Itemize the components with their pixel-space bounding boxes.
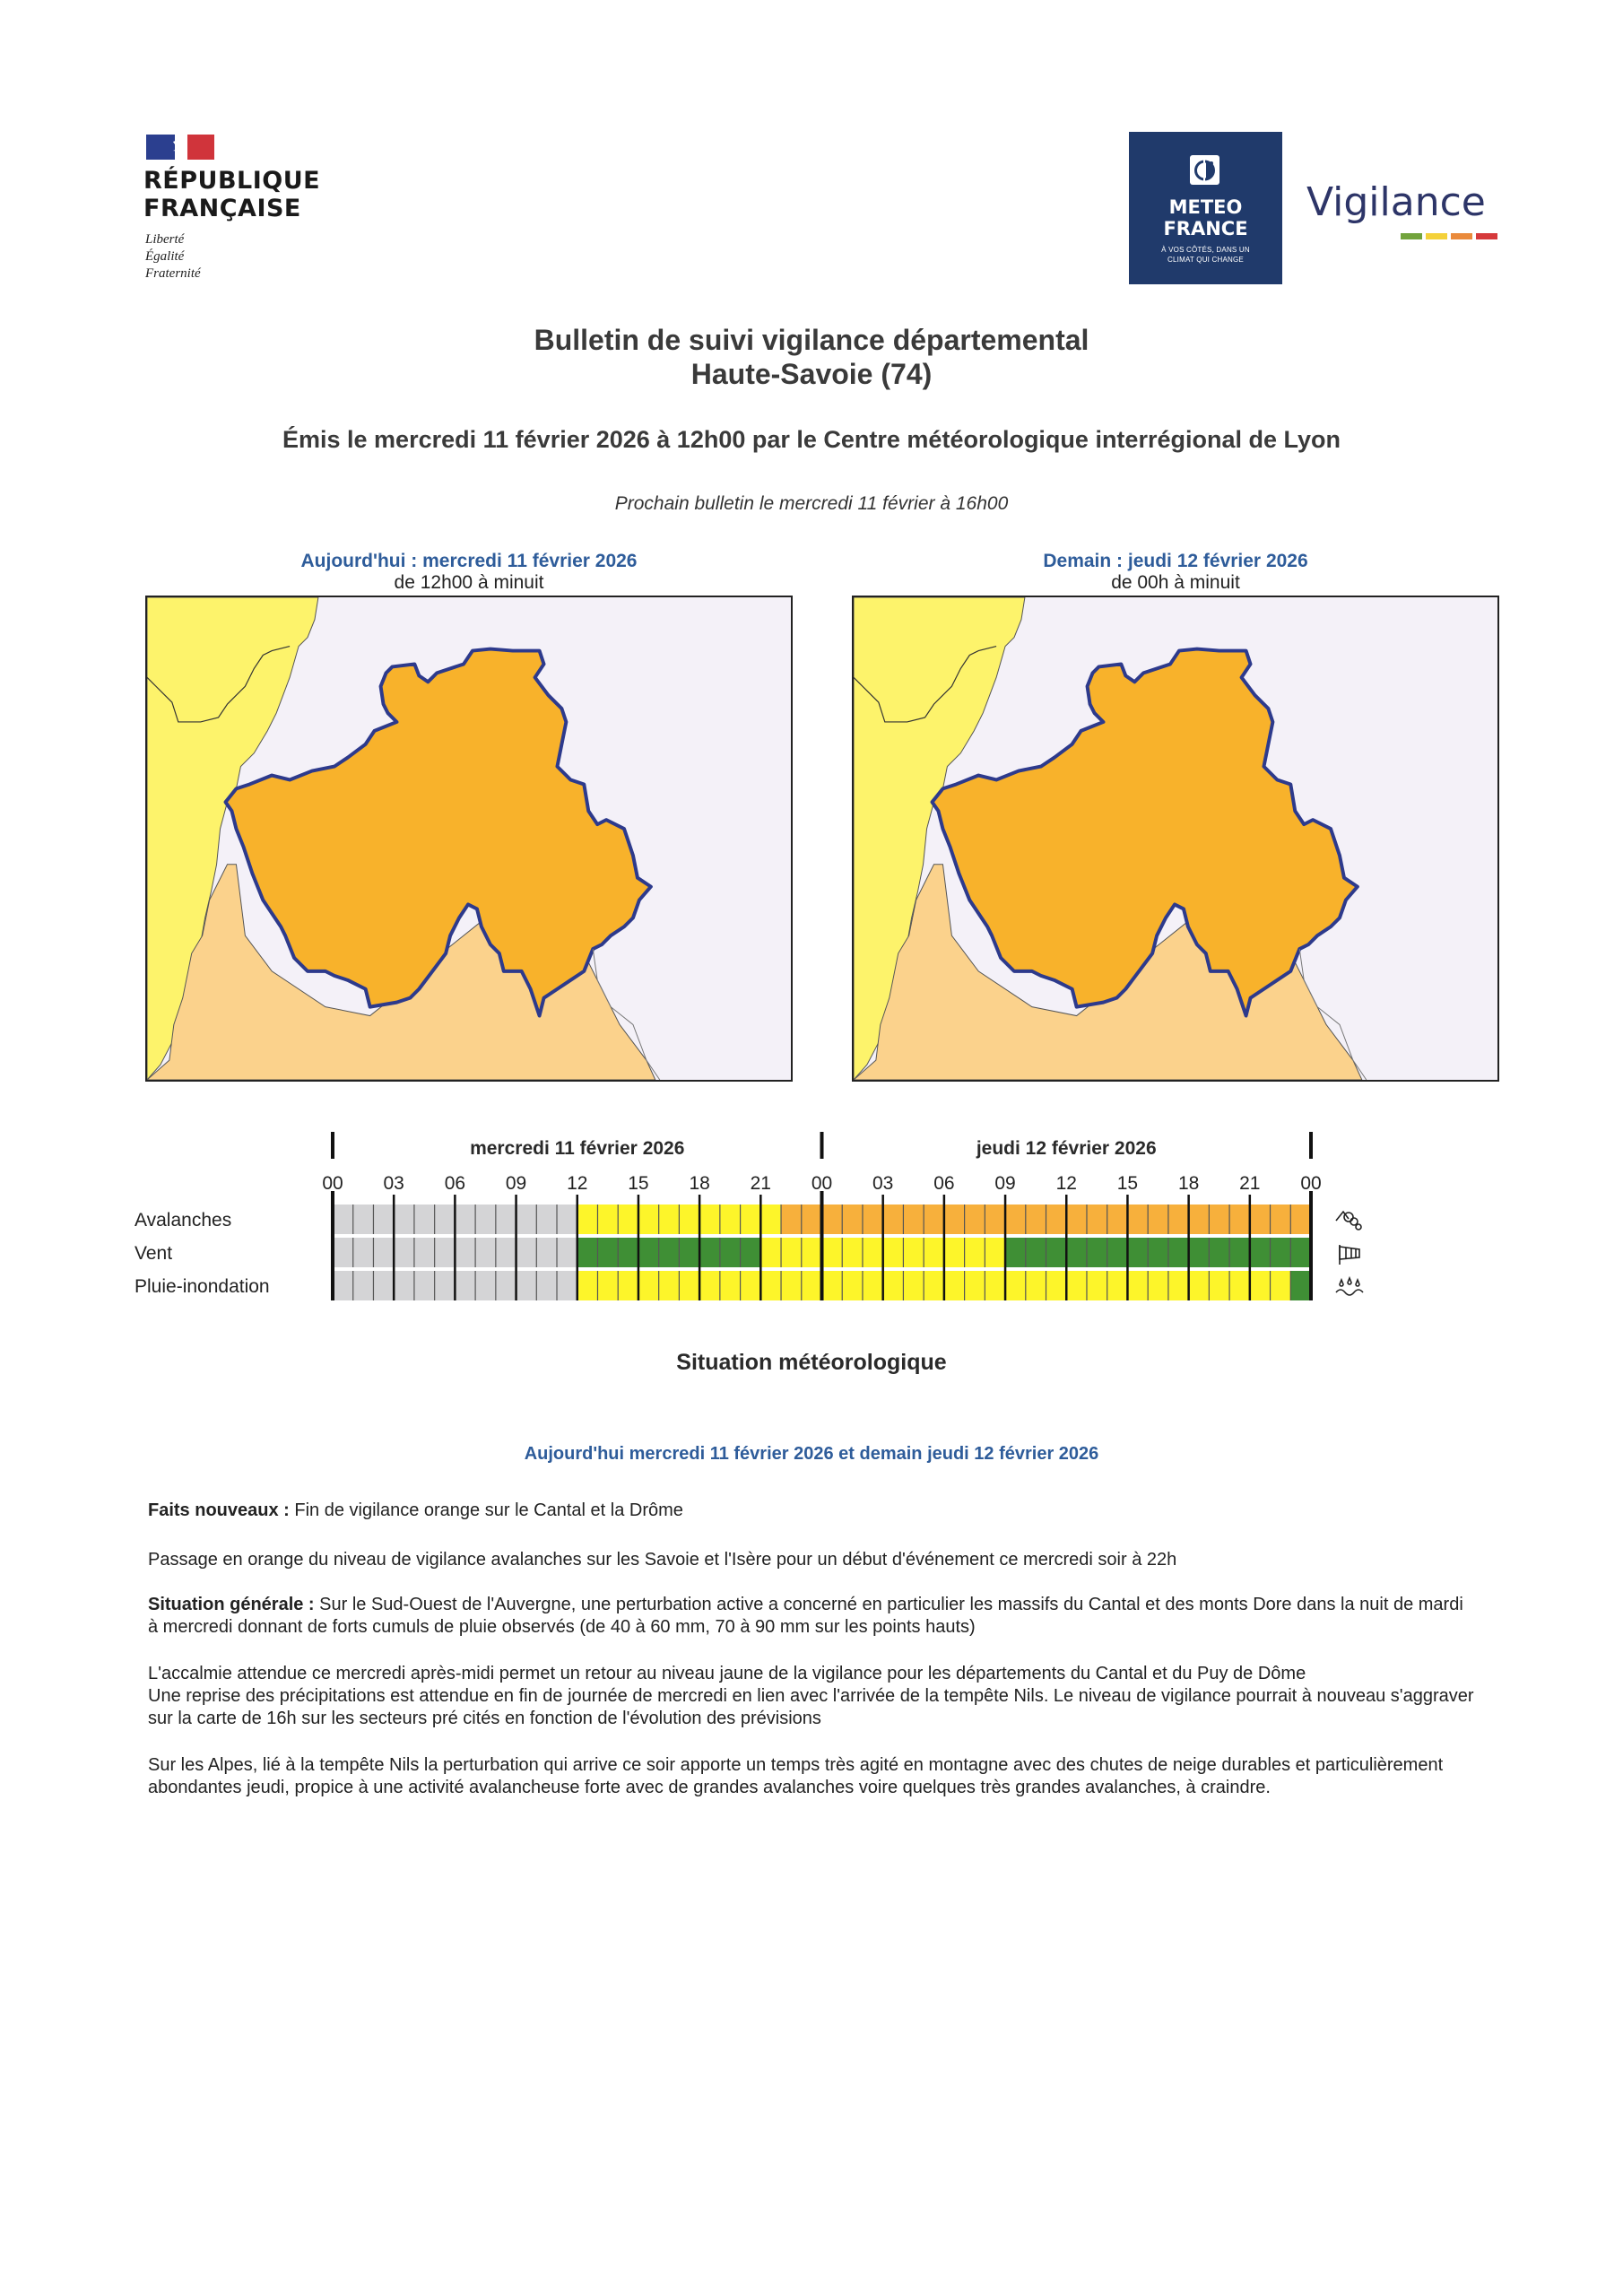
timeline-tick-label: 21 [1239,1173,1261,1194]
situation-generale-text: Sur le Sud-Ouest de l'Auvergne, une perturbation active a concerné en particulier les massifs du Cantal et des monts Dore dans la nuit de mardi à mercredi donnant de forts cumuls de pluie observés (de 40 à 60 mm, 70 à 90 mm sur les points hauts) [148,1595,1463,1637]
rf-name-line2: FRANÇAISE [143,195,301,222]
wind-sock-icon [1340,1245,1359,1265]
vigilance-color-bars [1401,233,1497,239]
vigilance-bar-yellow [1426,233,1447,239]
faits-nouveaux-text: Fin de vigilance orange sur le Cantal et la Drôme [289,1500,683,1520]
bulletin-title: Bulletin de suivi vigilance départemental [534,324,1089,356]
timeline-tick-label: 06 [933,1173,955,1194]
next-bulletin: Prochain bulletin le mercredi 11 février à 16h00 [614,493,1009,514]
timeline-tick-label: 09 [994,1173,1016,1194]
timeline-chart [135,1130,1390,1309]
timeline-row-label: Avalanches [135,1210,232,1231]
situation-title: Situation météorologique [676,1350,947,1375]
map-tomorrow-header [852,551,1499,594]
alpes-paragraph: Sur les Alpes, lié à la tempête Nils la perturbation qui arrive ce soir apporte un temps très agité en montagne avec des chutes de neige durables et particulièrement abondantes jeudi, propice à une activité avalancheuse forte avec de grandes avalanches voire quelques très grandes avalanches, à craindre. [148,1755,1444,1797]
accalmie-text: L'accalmie attendue ce mercredi après-midi permet un retour au niveau jaune de la vigilance pour les départements du Cantal et du Puy de Dôme [148,1664,1306,1683]
timeline-tick-label: 06 [444,1173,466,1194]
accalmie-paragraph [148,1663,1475,1730]
vigilance-bar-red [1476,233,1497,239]
rain-flood-icon [1336,1278,1363,1295]
situation-subtitle: Aujourd'hui mercredi 11 février 2026 et demain jeudi 12 février 2026 [524,1444,1099,1464]
timeline-tick-label: 18 [1177,1173,1200,1194]
situation-generale-paragraph [148,1594,1475,1639]
vigilance-map-today [145,596,793,1082]
map-today-range: de 12h00 à minuit [394,572,544,593]
avalanche-icon [1336,1212,1361,1230]
timeline-tick-label: 09 [505,1173,527,1194]
timeline-tick-label: 15 [628,1173,649,1194]
reprise-text: Une reprise des précipitations est attendue en fin de journée de mercredi en lien avec l'arrivée de la tempête Nils. Le niveau de vigilance pourrait à nouveau s'aggraver sur la carte de 16h sur les secteurs pré cités en fonction de l'évolution des prévisions [148,1686,1474,1728]
timeline-tick-label: 00 [322,1173,343,1194]
vigilance-bar-orange [1451,233,1472,239]
timeline-tick-label: 00 [1300,1173,1322,1194]
map-today-header [145,551,793,594]
vigilance-timeline [135,1130,1390,1309]
mf-tag-line2: CLIMAT QUI CHANGE [1167,256,1244,264]
timeline-tick-label: 12 [1055,1173,1077,1194]
republique-motto [145,231,201,283]
map-today-day: Aujourd'hui : mercredi 11 février 2026 [300,551,638,571]
timeline-row-label: Pluie-inondation [135,1276,270,1297]
mf-name-line1: METEO [1168,196,1243,218]
meteo-france-tagline [1129,245,1282,265]
passage-paragraph: Passage en orange du niveau de vigilance avalanches sur les Savoie et l'Isère pour un début d'événement ce mercredi soir à 22h [148,1550,1177,1570]
meteo-france-emblem-icon [1190,155,1219,185]
motto-fraternite: Fraternité [145,266,201,281]
timeline-row-label: Vent [135,1243,173,1264]
meteo-france-name [1129,196,1282,239]
situation-generale-label: Situation générale : [148,1595,315,1614]
vigilance-logo-word: Vigilance [1306,179,1486,225]
timeline-tick-label: 03 [383,1173,404,1194]
rf-name-line1: RÉPUBLIQUE [143,167,321,195]
bulletin-department: Haute-Savoie (74) [690,358,933,390]
timeline-segment-green [577,1238,761,1267]
map-tomorrow-range: de 00h à minuit [1111,572,1240,593]
timeline-tick-label: 15 [1116,1173,1139,1194]
timeline-day-label: jeudi 12 février 2026 [976,1138,1157,1159]
motto-liberte: Liberté [145,232,185,247]
mf-tag-line1: À VOS CÔTÉS, DANS UN [1161,246,1250,254]
vigilance-map-tomorrow [852,596,1499,1082]
meteo-france-logo [1129,132,1282,284]
timeline-segment-green [1290,1271,1311,1300]
motto-egalite: Égalité [145,249,185,264]
faits-nouveaux-label: Faits nouveaux : [148,1500,290,1520]
mf-name-line2: FRANCE [1163,218,1248,239]
timeline-tick-label: 21 [750,1173,771,1194]
republique-francaise-flag-logo [146,135,214,160]
faits-nouveaux-paragraph [148,1500,1475,1522]
republique-francaise-name [143,167,320,222]
timeline-tick-label: 03 [872,1173,894,1194]
timeline-segment-green [1005,1238,1311,1267]
map-tomorrow-day: Demain : jeudi 12 février 2026 [1043,551,1308,571]
bulletin-issued: Émis le mercredi 11 février 2026 à 12h00 par le Centre météorologique interrégional de Lyon [282,426,1341,453]
timeline-day-label: mercredi 11 février 2026 [470,1138,685,1159]
timeline-tick-label: 12 [567,1173,588,1194]
timeline-segment-yellow [577,1271,1291,1300]
timeline-tick-label: 00 [811,1173,833,1194]
timeline-tick-label: 18 [689,1173,710,1194]
vigilance-bar-green [1401,233,1422,239]
